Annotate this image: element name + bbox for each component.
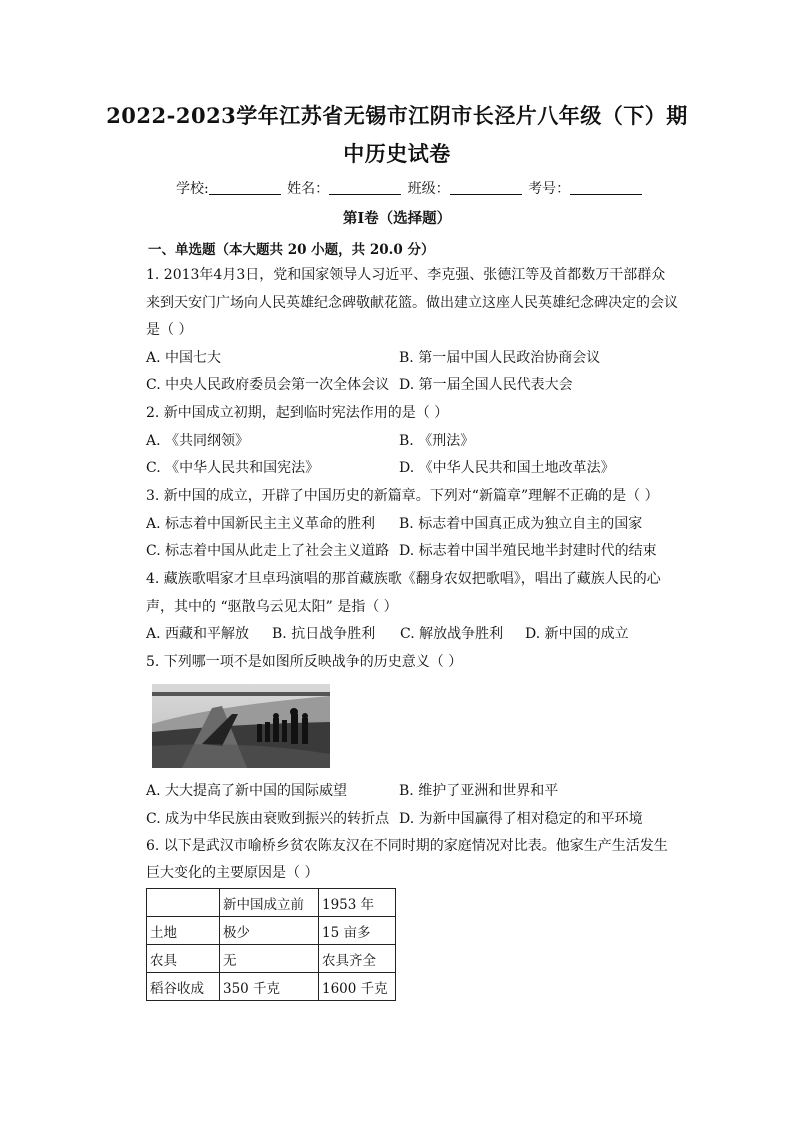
q2-option-c[interactable]: C. 《中华人民共和国宪法》 (146, 460, 320, 476)
q2-stem: 2. 新中国成立初期，起到临时宪法作用的是（ ） (146, 405, 449, 421)
class-label: 班级： (407, 181, 450, 197)
q4-option-b[interactable]: B. 抗日战争胜利 (272, 626, 376, 642)
q6-stem-line2: 巨大变化的主要原因是（ ） (146, 865, 319, 881)
table-cell: 农具 (147, 945, 220, 973)
name-label: 姓名： (287, 181, 330, 197)
name-blank[interactable] (329, 180, 401, 195)
table-cell: 农具齐全 (319, 945, 396, 973)
q3-option-d[interactable]: D. 标志着中国半殖民地半封建时代的结束 (399, 543, 657, 559)
q1-stem-line3: 是（ ） (146, 322, 193, 338)
volume-title: 第Ⅰ卷（选择题） (342, 210, 452, 227)
table-row (147, 917, 396, 945)
table-header-cell: 1953 年 (319, 889, 396, 917)
q2-option-d[interactable]: D. 《中华人民共和国土地改革法》 (399, 460, 615, 476)
student-info-row (176, 178, 644, 198)
table-row (147, 945, 396, 973)
war-photo-troops-crossing-river (152, 684, 330, 768)
table-cell: 稻谷收成 (147, 973, 220, 1001)
q4-stem-line1: 4. 藏族歌唱家才旦卓玛演唱的那首藏族歌《翻身农奴把歌唱》，唱出了藏族人民的心 (146, 571, 661, 587)
school-label: 学校: (176, 181, 209, 197)
class-blank[interactable] (450, 180, 522, 195)
q1-option-a[interactable]: A. 中国七大 (146, 350, 222, 366)
war-photo-illustration (152, 684, 330, 768)
q2-option-b[interactable]: B. 《刑法》 (399, 433, 475, 449)
q5-option-c[interactable]: C. 成为中华民族由衰败到振兴的转折点 (146, 811, 390, 827)
q1-option-c[interactable]: C. 中央人民政府委员会第一次全体会议 (146, 377, 390, 393)
q5-option-d[interactable]: D. 为新中国赢得了相对稳定的和平环境 (399, 811, 643, 827)
table-cell: 土地 (147, 917, 220, 945)
q3-option-a[interactable]: A. 标志着中国新民主主义革命的胜利 (146, 516, 376, 532)
q5-stem: 5. 下列哪一项不是如图所反映战争的历史意义（ ） (146, 654, 463, 670)
exam-no-blank[interactable] (570, 180, 642, 195)
q4-option-c[interactable]: C. 解放战争胜利 (400, 626, 504, 642)
q6-stem-line1: 6. 以下是武汉市喻桥乡贫农陈友汉在不同时期的家庭情况对比表。他家生产生活发生 (146, 838, 668, 854)
section-title: 一、单选题（本大题共 20 小题，共 20.0 分） (148, 242, 435, 258)
table-header-row (147, 889, 396, 917)
exam-title-line2: 中历史试卷 (343, 141, 451, 166)
q5-option-a[interactable]: A. 大大提高了新中国的国际威望 (146, 783, 348, 799)
q1-stem-line1: 1. 2013年4月3日，党和国家领导人习近平、李克强、张德江等及首都数万干部群众 (146, 267, 666, 283)
table-cell: 1600 千克 (319, 973, 396, 1001)
q5-option-b[interactable]: B. 维护了亚洲和世界和平 (399, 783, 559, 799)
q1-option-d[interactable]: D. 第一届全国人民代表大会 (399, 377, 573, 393)
q1-option-b[interactable]: B. 第一届中国人民政治协商会议 (399, 350, 601, 366)
q1-stem-line2: 来到天安门广场向人民英雄纪念碑敬献花篮。做出建立这座人民英雄纪念碑决定的会议 (146, 295, 678, 311)
exam-no-label: 考号： (528, 181, 571, 197)
q4-option-d[interactable]: D. 新中国的成立 (525, 626, 629, 642)
school-blank[interactable] (209, 180, 281, 195)
table-row (147, 973, 396, 1001)
table-cell: 无 (220, 945, 319, 973)
table-header-cell: 新中国成立前 (220, 889, 319, 917)
q3-option-b[interactable]: B. 标志着中国真正成为独立自主的国家 (399, 516, 643, 532)
q3-stem: 3. 新中国的成立，开辟了中国历史的新篇章。下列对“新篇章”理解不正确的是（ ） (146, 488, 659, 504)
table-cell: 极少 (220, 917, 319, 945)
family-comparison-table (146, 888, 396, 1001)
table-cell: 15 亩多 (319, 917, 396, 945)
q4-stem-line2: 声，其中的 “驱散乌云见太阳” 是指（ ） (146, 599, 398, 615)
q4-option-a[interactable]: A. 西藏和平解放 (146, 626, 250, 642)
table-header-cell (147, 889, 220, 917)
q3-option-c[interactable]: C. 标志着中国从此走上了社会主义道路 (146, 543, 390, 559)
exam-title-line1: 2022-2023学年江苏省无锡市江阴市长泾片八年级（下）期 (106, 103, 688, 128)
q2-option-a[interactable]: A. 《共同纲领》 (146, 433, 250, 449)
table-cell: 350 千克 (220, 973, 319, 1001)
